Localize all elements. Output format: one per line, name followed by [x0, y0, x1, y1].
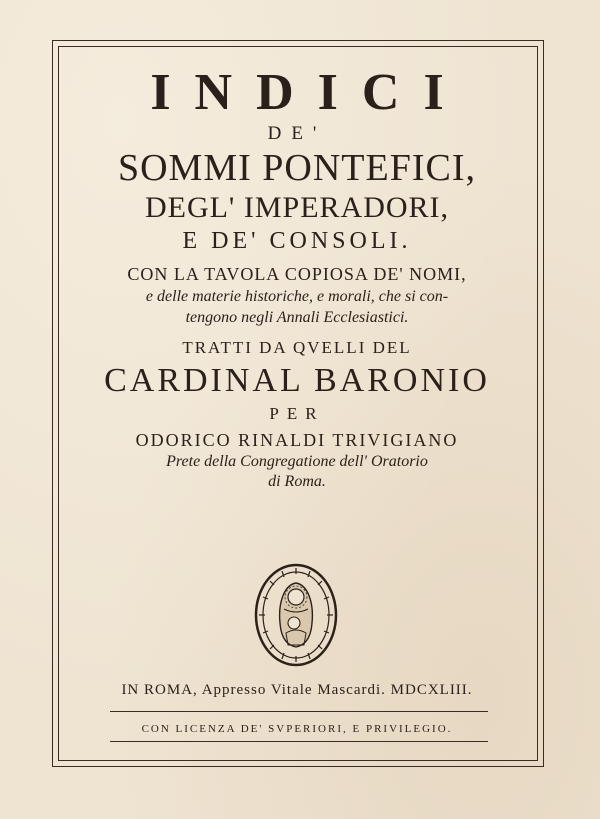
title-imperadori: DEGL' IMPERADORI,	[144, 191, 450, 224]
text-per: PER	[269, 404, 325, 423]
title-sommi-pontefici: SOMMI PONTEFICI,	[117, 147, 477, 189]
subtitle-materie-1: e delle materie historiche, e morali, che si con-	[145, 288, 449, 305]
title-cardinal-baronio: CARDINAL BARONIO	[104, 362, 490, 399]
license-line: CON LICENZA DE' SVPERIORI, E PRIVILEGIO.	[141, 723, 453, 735]
bottom-divider	[110, 741, 488, 742]
author-name: ODORICO RINALDI TRIVIGIANO	[135, 430, 459, 450]
title-de: DE'	[267, 123, 327, 144]
title-consoli: E DE' CONSOLI.	[182, 228, 412, 254]
title-block	[62, 58, 532, 492]
title-indici: INDICI	[150, 64, 468, 121]
author-role: Prete della Congregatione dell' Oratorio	[166, 453, 428, 470]
madonna-emblem-icon	[254, 563, 338, 667]
imprint-divider	[110, 711, 488, 712]
subtitle-tavola: CON LA TAVOLA COPIOSA DE' NOMI,	[127, 264, 467, 284]
subtitle-tratti: TRATTI DA QVELLI DEL	[182, 338, 412, 357]
author-place: di Roma.	[268, 473, 326, 490]
subtitle-materie-2: tengono negli Annali Ecclesiastici.	[185, 309, 409, 326]
imprint-line: IN ROMA, Appresso Vitale Mascardi. MDCXLIII.	[121, 682, 473, 698]
